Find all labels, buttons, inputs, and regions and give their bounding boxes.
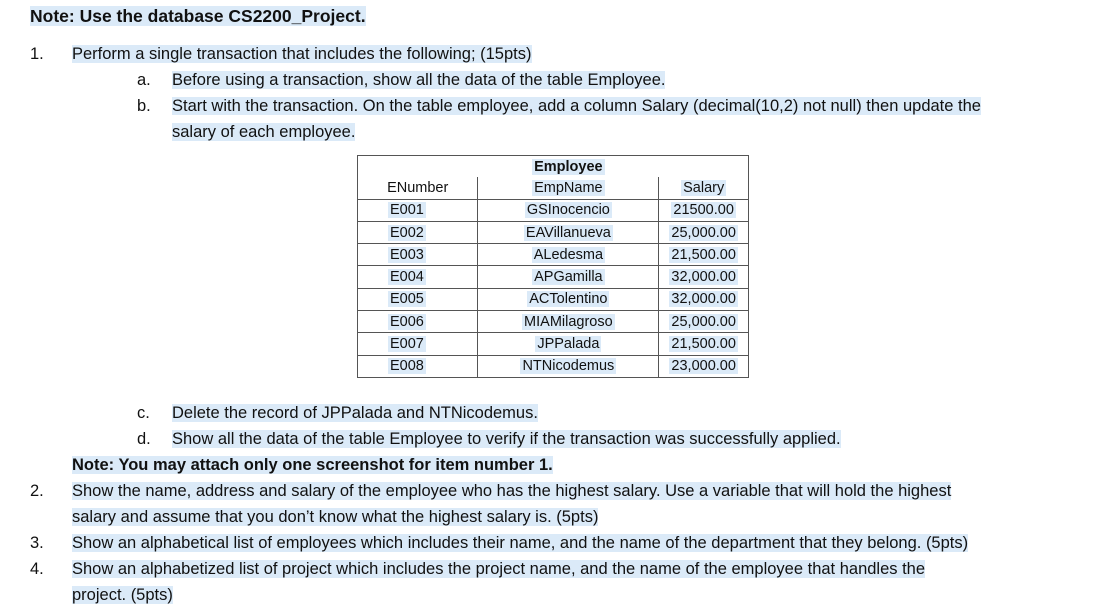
item-1a-text: [172, 70, 665, 90]
table-row: [358, 333, 749, 355]
item-1b-line1: [172, 96, 981, 116]
item-1-text-content: Perform a single transaction that includes the following; (15pts): [72, 45, 532, 63]
table-row: [358, 221, 749, 243]
cell-empname: [478, 266, 659, 288]
cell-enumber-text: E002: [390, 224, 424, 241]
item-1-note: [72, 455, 553, 475]
cell-salary: [659, 199, 749, 221]
cell-enumber: [358, 311, 478, 333]
item-3-number: 3.: [30, 534, 44, 552]
cell-empname: [478, 333, 659, 355]
cell-salary: [659, 221, 749, 243]
header-salary: [659, 177, 749, 199]
table-title-row: [358, 156, 749, 178]
cell-salary: [659, 244, 749, 266]
cell-empname-text: GSInocencio: [526, 202, 610, 219]
cell-empname: [478, 199, 659, 221]
cell-enumber-text: E006: [390, 313, 424, 330]
item-1b-letter: b.: [137, 97, 151, 115]
item-2-number: 2.: [30, 482, 44, 500]
item-1a-letter: a.: [137, 71, 151, 89]
item-2-line2: [72, 507, 598, 527]
item-1d-text-content: Show all the data of the table Employee to verify if the transaction was successfully applied.: [172, 430, 841, 448]
header-salary-text: Salary: [683, 179, 725, 196]
table-title: [478, 156, 659, 178]
cell-salary: [659, 333, 749, 355]
header-empname: [478, 177, 659, 199]
item-4-line2-content: project. (5pts): [72, 586, 173, 604]
item-2-line2-content: salary and assume that you don’t know what the highest salary is. (5pts): [72, 508, 599, 526]
item-2-line1-content: Show the name, address and salary of the employee who has the highest salary. Use a variable that will hold the highest: [72, 482, 952, 500]
item-3-text-content: Show an alphabetical list of employees which includes their name, and the name of the department that they belong. (5pts): [72, 534, 969, 552]
cell-empname-text: NTNicodemus: [522, 358, 615, 375]
item-1c-text: [172, 403, 538, 423]
cell-salary-text: 32,000.00: [671, 291, 736, 308]
cell-empname: [478, 244, 659, 266]
item-1-text: [72, 44, 532, 64]
table-row: [358, 355, 749, 377]
cell-salary: [659, 266, 749, 288]
table-row: [358, 244, 749, 266]
cell-empname: [478, 355, 659, 377]
cell-enumber: [358, 244, 478, 266]
cell-enumber-text: E005: [390, 291, 424, 308]
item-1d-letter: d.: [137, 430, 151, 448]
cell-empname-text: MIAMilagroso: [524, 313, 613, 330]
cell-enumber-text: E004: [390, 269, 424, 286]
cell-empname: [478, 311, 659, 333]
item-1b-line1-content: Start with the transaction. On the table employee, add a column Salary (decimal(10,2) not null) then update the: [172, 97, 981, 115]
table-row: [358, 311, 749, 333]
employee-table: [357, 155, 749, 378]
item-1a-text-content: Before using a transaction, show all the data of the table Employee.: [172, 71, 666, 89]
note-database-text: Note: Use the database CS2200_Project.: [30, 6, 366, 26]
cell-salary: [659, 311, 749, 333]
cell-enumber-text: E001: [390, 202, 424, 219]
table-title-left: [358, 156, 478, 178]
cell-enumber-text: E008: [390, 358, 424, 375]
item-1c-text-content: Delete the record of JPPalada and NTNicodemus.: [172, 404, 538, 422]
table-title-right: [659, 156, 749, 178]
cell-empname-text: EAVillanueva: [525, 224, 611, 241]
cell-enumber-text: E007: [390, 336, 424, 353]
cell-empname: [478, 288, 659, 310]
item-3-text: [72, 533, 968, 553]
item-1b-line2: [172, 122, 355, 142]
cell-salary-text: 21,500.00: [671, 336, 736, 353]
cell-enumber: [358, 333, 478, 355]
cell-salary-text: 25,000.00: [671, 224, 736, 241]
cell-empname-text: APGamilla: [534, 269, 603, 286]
cell-enumber: [358, 221, 478, 243]
cell-salary: [659, 288, 749, 310]
cell-empname: [478, 221, 659, 243]
cell-enumber: [358, 199, 478, 221]
table-row: [358, 266, 749, 288]
item-4-line1-content: Show an alphabetized list of project which includes the project name, and the name of the employee that handles the: [72, 560, 926, 578]
item-1c-letter: c.: [137, 404, 150, 422]
item-4-line2: [72, 585, 173, 605]
item-1-number: 1.: [30, 45, 44, 63]
cell-salary-text: 23,000.00: [671, 358, 736, 375]
cell-salary-text: 25,000.00: [671, 313, 736, 330]
cell-empname-text: JPPalada: [537, 336, 600, 353]
item-1-note-text: Note: You may attach only one screenshot for item number 1.: [72, 456, 553, 474]
item-4-number: 4.: [30, 560, 44, 578]
item-2-line1: [72, 481, 951, 501]
note-database: [30, 6, 366, 26]
cell-empname-text: ALedesma: [533, 246, 604, 263]
table-header-row: [358, 177, 749, 199]
cell-salary-text: 21500.00: [673, 202, 734, 219]
table-title-text: Employee: [534, 158, 603, 175]
cell-enumber: [358, 266, 478, 288]
header-enumber: ENumber: [358, 177, 478, 199]
cell-enumber: [358, 288, 478, 310]
cell-enumber: [358, 355, 478, 377]
header-empname-text: EmpName: [534, 179, 603, 196]
table-row: [358, 199, 749, 221]
table-row: [358, 288, 749, 310]
item-4-line1: [72, 559, 925, 579]
item-1b-line2-content: salary of each employee.: [172, 123, 356, 141]
cell-salary-text: 32,000.00: [671, 269, 736, 286]
cell-empname-text: ACTolentino: [529, 291, 608, 308]
cell-salary: [659, 355, 749, 377]
cell-salary-text: 21,500.00: [671, 246, 736, 263]
item-1d-text: [172, 429, 841, 449]
cell-enumber-text: E003: [390, 246, 424, 263]
